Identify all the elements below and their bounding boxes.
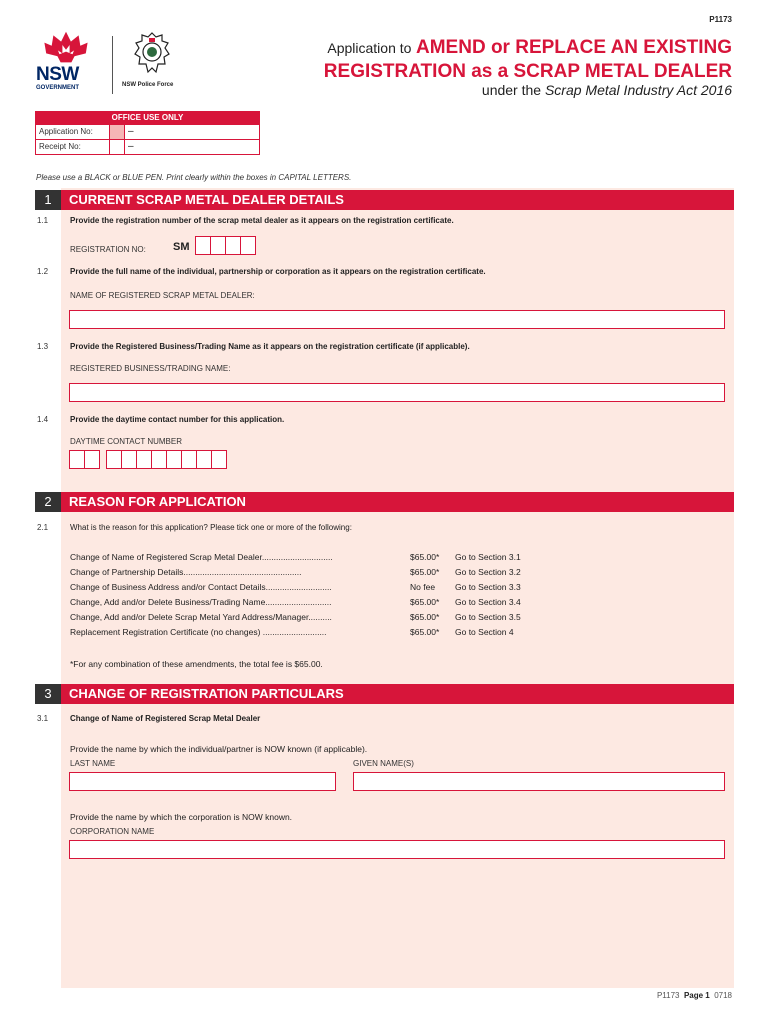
registration-digit-box[interactable] <box>195 236 211 255</box>
form-title-line2: REGISTRATION as a SCRAP METAL DEALER <box>323 61 732 82</box>
page-footer <box>657 991 732 1000</box>
subtitle-act: Scrap Metal Industry Act 2016 <box>544 82 732 98</box>
footer-form-code: P1173 <box>656 991 680 1000</box>
pen-instruction: Please use a BLACK or BLUE PEN. Print clearly within the boxes in CAPITAL LETTERS. <box>36 173 352 182</box>
reason-fee: No fee <box>410 582 436 592</box>
nsw-logo-text: NSW <box>36 64 79 85</box>
dealer-name-field[interactable] <box>69 310 725 329</box>
corporation-name-label: CORPORATION NAME <box>70 827 155 836</box>
waratah-logo-icon <box>34 30 98 66</box>
reason-goto: Go to Section 3.2 <box>455 567 521 577</box>
corporation-name-field[interactable] <box>69 840 725 859</box>
phone-area-digit-box[interactable] <box>84 450 100 469</box>
section-1-number: 1 <box>35 190 61 210</box>
reason-fee: $65.00* <box>410 612 440 622</box>
title-prefix: Application to <box>327 40 412 56</box>
question-1-2-text: Provide the full name of the individual, partnership or corporation as it appears on the registration certificate. <box>70 267 486 276</box>
office-use-box <box>35 111 260 155</box>
reason-option[interactable] <box>70 597 550 612</box>
reason-goto: Go to Section 3.4 <box>455 597 521 607</box>
application-no-dash: – <box>128 126 134 137</box>
question-1-4-text: Provide the daytime contact number for this application. <box>70 415 285 424</box>
registration-prefix: SM <box>173 241 190 253</box>
section-3-header <box>35 684 734 704</box>
reason-description: Replacement Registration Certificate (no changes) ........................... <box>70 627 327 637</box>
registration-digit-box[interactable] <box>225 236 241 255</box>
reason-option[interactable] <box>70 612 550 627</box>
title-main-1: AMEND or REPLACE AN EXISTING <box>416 37 732 58</box>
phone-digit-box[interactable] <box>181 450 197 469</box>
reason-list <box>70 552 550 642</box>
dealer-name-label: NAME OF REGISTERED SCRAP METAL DEALER: <box>70 291 255 300</box>
registration-digit-box[interactable] <box>240 236 256 255</box>
contact-number-label: DAYTIME CONTACT NUMBER <box>70 437 183 446</box>
question-2-1-text: What is the reason for this application? Please tick one or more of the following: <box>70 523 352 532</box>
phone-digit-box[interactable] <box>151 450 167 469</box>
reason-option[interactable] <box>70 567 550 582</box>
section-1-header <box>35 190 734 210</box>
section-2-header <box>35 492 734 512</box>
reason-description: Change of Business Address and/or Contact Details............................ <box>70 582 332 592</box>
phone-digit-box[interactable] <box>106 450 122 469</box>
application-no-label: Application No: <box>39 127 93 136</box>
reason-description: Change of Partnership Details.................................................. <box>70 567 302 577</box>
phone-digit-box[interactable] <box>121 450 137 469</box>
reason-goto: Go to Section 3.1 <box>455 552 521 562</box>
nsw-government-text: GOVERNMENT <box>36 85 80 91</box>
reason-option[interactable] <box>70 552 550 567</box>
application-no-row <box>36 124 259 139</box>
section-2-title: REASON FOR APPLICATION <box>69 494 246 509</box>
registration-digit-box[interactable] <box>210 236 226 255</box>
reason-option[interactable] <box>70 627 550 642</box>
section-3-title: CHANGE OF REGISTRATION PARTICULARS <box>69 686 344 701</box>
form-code: P1173 <box>709 15 732 24</box>
question-1-1-number: 1.1 <box>37 216 49 225</box>
reason-description: Change, Add and/or Delete Scrap Metal Yard Address/Manager.......... <box>70 612 332 622</box>
form-subtitle <box>482 82 732 98</box>
phone-digit-box[interactable] <box>136 450 152 469</box>
trading-name-label: REGISTERED BUSINESS/TRADING NAME: <box>70 364 231 373</box>
receipt-no-label: Receipt No: <box>39 142 81 151</box>
receipt-no-dash: – <box>128 141 134 152</box>
given-names-label: GIVEN NAME(S) <box>353 759 414 768</box>
question-1-2-number: 1.2 <box>37 267 49 276</box>
given-names-field[interactable] <box>353 772 725 791</box>
subtitle-prefix: under the <box>481 82 542 98</box>
reason-description: Change of Name of Registered Scrap Metal Dealer.............................. <box>70 552 333 562</box>
question-1-4-number: 1.4 <box>37 415 49 424</box>
question-1-3-number: 1.3 <box>37 342 49 351</box>
receipt-no-cell <box>109 140 125 154</box>
section-3-number: 3 <box>35 684 61 704</box>
question-1-1-text: Provide the registration number of the scrap metal dealer as it appears on the registration certificate. <box>70 216 454 225</box>
phone-digit-box[interactable] <box>211 450 227 469</box>
reason-fee: $65.00* <box>410 597 440 607</box>
logo-divider <box>112 36 113 94</box>
police-badge-icon <box>132 32 172 78</box>
registration-no-label: REGISTRATION NO: <box>70 245 146 254</box>
fee-footnote: *For any combination of these amendments, the total fee is $65.00. <box>70 659 323 669</box>
office-use-heading: OFFICE USE ONLY <box>36 112 259 124</box>
receipt-no-row <box>36 139 259 154</box>
reason-fee: $65.00* <box>410 567 440 577</box>
reason-description: Change, Add and/or Delete Business/Trading Name............................ <box>70 597 332 607</box>
application-no-shaded-cell <box>109 125 125 139</box>
reason-goto: Go to Section 3.5 <box>455 612 521 622</box>
question-3-1-text: Change of Name of Registered Scrap Metal Dealer <box>70 714 261 723</box>
last-name-label: LAST NAME <box>70 759 116 768</box>
last-name-field[interactable] <box>69 772 336 791</box>
phone-area-digit-box[interactable] <box>69 450 85 469</box>
section-1-title: CURRENT SCRAP METAL DEALER DETAILS <box>69 192 344 207</box>
question-3-1-number: 3.1 <box>37 714 49 723</box>
trading-name-field[interactable] <box>69 383 725 402</box>
corporation-name-instruction: Provide the name by which the corporation is NOW known. <box>70 812 293 822</box>
reason-goto: Go to Section 4 <box>455 627 514 637</box>
reason-fee: $65.00* <box>410 627 440 637</box>
question-1-3-text: Provide the Registered Business/Trading Name as it appears on the registration certificate (if applicable). <box>70 342 470 351</box>
reason-option[interactable] <box>70 582 550 597</box>
phone-digit-box[interactable] <box>166 450 182 469</box>
individual-name-instruction: Provide the name by which the individual/partner is NOW known (if applicable). <box>70 744 368 754</box>
section-2-number: 2 <box>35 492 61 512</box>
form-title-line1 <box>327 37 732 59</box>
reason-goto: Go to Section 3.3 <box>455 582 521 592</box>
reason-fee: $65.00* <box>410 552 440 562</box>
question-2-1-number: 2.1 <box>37 523 49 532</box>
footer-page-number: Page 1 <box>683 991 710 1000</box>
phone-digit-box[interactable] <box>196 450 212 469</box>
police-force-text: NSW Police Force <box>122 82 174 88</box>
footer-version: 0718 <box>714 991 732 1000</box>
